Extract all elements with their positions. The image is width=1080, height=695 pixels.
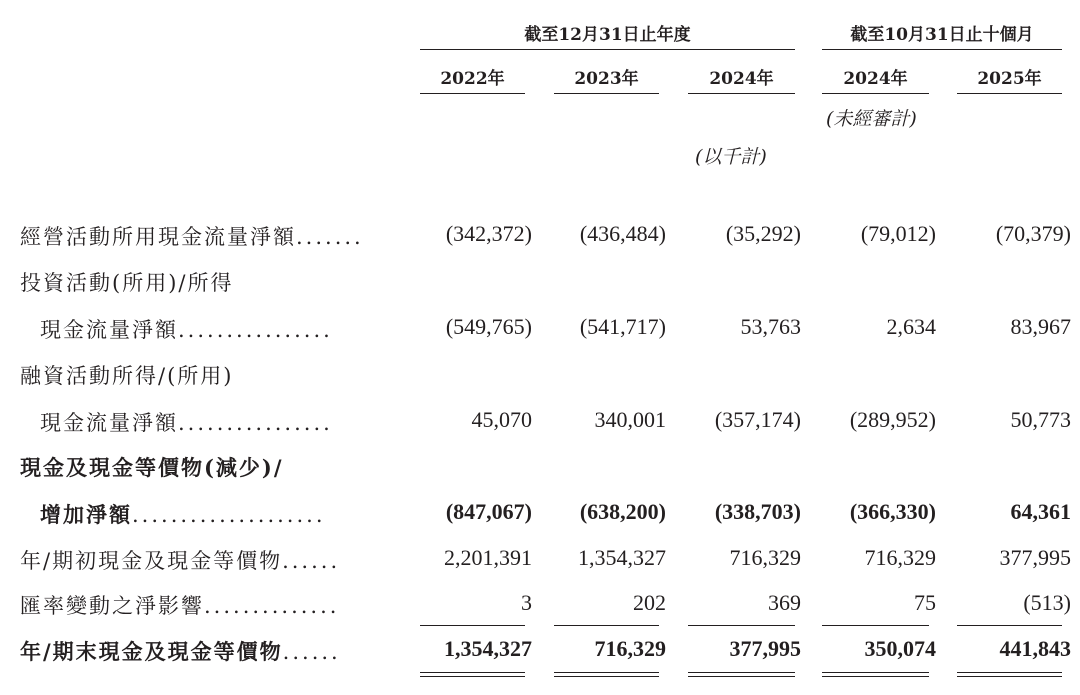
cell-2023: 716,329: [594, 636, 666, 661]
row-label: 年/期末現金及現金等價物......: [20, 639, 341, 664]
cell-2024: 716,329: [729, 545, 801, 570]
double-underline: [957, 672, 1062, 677]
header-rule-group2: [822, 49, 1062, 50]
cell-2022: 45,070: [471, 407, 532, 432]
cell-2024: (357,174): [714, 407, 801, 432]
cell-2025-10m: (70,379): [995, 221, 1071, 246]
cell-2024-10m: 350,074: [864, 636, 936, 661]
row-label: 現金流量淨額................: [40, 411, 333, 435]
year-rule: [420, 93, 525, 94]
year-rule: [822, 93, 929, 94]
cell-2022: (549,765): [445, 314, 532, 339]
year-rule: [957, 93, 1062, 94]
cell-2024: (338,703): [714, 499, 801, 524]
cell-2024-10m: (79,012): [860, 221, 936, 246]
year-header-2024: 2024年: [709, 69, 774, 89]
cell-2023: (541,717): [579, 314, 666, 339]
total-rule: [822, 625, 929, 626]
unaudited-note: (未經審計): [826, 108, 917, 130]
cell-2023: (638,200): [579, 499, 666, 524]
row-label: 現金流量淨額................: [40, 318, 333, 342]
cell-2024: (35,292): [725, 221, 801, 246]
cell-2024: 377,995: [729, 636, 801, 661]
cell-2024: 53,763: [740, 314, 801, 339]
cell-2022: 1,354,327: [444, 636, 532, 661]
cell-2024-10m: (366,330): [849, 499, 936, 524]
cell-2023: 340,001: [594, 407, 666, 432]
cell-2023: 1,354,327: [578, 545, 666, 570]
total-rule: [957, 625, 1062, 626]
header-group-fiscal-years: 截至12月31日止年度: [524, 25, 691, 45]
year-rule: [688, 93, 795, 94]
total-rule: [420, 625, 525, 626]
cell-2022: (342,372): [445, 221, 532, 246]
total-rule: [688, 625, 795, 626]
double-underline: [554, 672, 659, 677]
cell-2025-10m: 64,361: [1010, 499, 1071, 524]
cell-2024: 369: [768, 590, 801, 615]
cell-2025-10m: (513): [1023, 590, 1071, 615]
cell-2025-10m: 50,773: [1010, 407, 1071, 432]
header-rule-group1: [420, 49, 795, 50]
row-label: 融資活動所得/(所用): [20, 364, 234, 388]
double-underline: [822, 672, 929, 677]
header-group-ten-months: 截至10月31日止十個月: [850, 25, 1034, 45]
total-rule: [554, 625, 659, 626]
cell-2024-10m: 75: [914, 590, 936, 615]
row-label: 現金及現金等價物(減少)/: [20, 455, 284, 480]
row-label: 年/期初現金及現金等價物......: [20, 549, 341, 573]
year-rule: [554, 93, 659, 94]
cell-2025-10m: 83,967: [1010, 314, 1071, 339]
cell-2024-10m: (289,952): [849, 407, 936, 432]
year-header-2025: 2025年: [977, 69, 1042, 89]
row-label: 增加淨額....................: [40, 502, 326, 527]
cell-2023: 202: [633, 590, 666, 615]
cell-2022: (847,067): [445, 499, 532, 524]
cell-2022: 3: [521, 590, 532, 615]
unit-note: (以千計): [695, 146, 767, 168]
cell-2023: (436,484): [579, 221, 666, 246]
year-header-2024-ten-months: 2024年: [843, 69, 908, 89]
year-header-2022: 2022年: [440, 69, 505, 89]
cell-2024-10m: 716,329: [864, 545, 936, 570]
row-label: 經營活動所用現金流量淨額.......: [20, 225, 364, 249]
double-underline: [420, 672, 525, 677]
year-header-2023: 2023年: [574, 69, 639, 89]
row-label: 匯率變動之淨影響..............: [20, 594, 340, 618]
double-underline: [688, 672, 795, 677]
cell-2024-10m: 2,634: [886, 314, 936, 339]
cell-2022: 2,201,391: [444, 545, 532, 570]
row-label: 投資活動(所用)/所得: [20, 271, 234, 295]
cell-2025-10m: 441,843: [999, 636, 1071, 661]
cell-2025-10m: 377,995: [999, 545, 1071, 570]
